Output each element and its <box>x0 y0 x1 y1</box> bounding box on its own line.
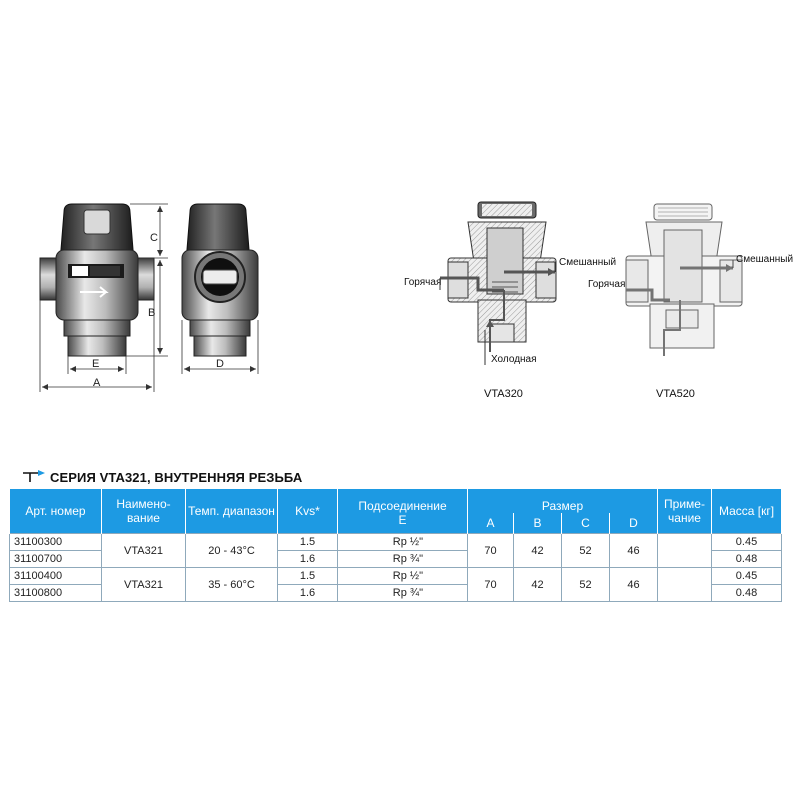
cell-connection: Rp ½" <box>338 534 468 551</box>
dim-label-d: D <box>216 358 224 370</box>
dim-label-e: E <box>92 358 100 370</box>
header-name: Наимено-вание <box>102 489 186 534</box>
cell-size-a: 70 <box>468 534 514 568</box>
vta320-cold-label: Холодная <box>491 354 537 365</box>
cell-note <box>658 568 712 602</box>
series-title: СЕРИЯ VTA321, ВНУТРЕННЯЯ РЕЗЬБА <box>50 469 303 485</box>
cell-kvs: 1.5 <box>278 534 338 551</box>
dimension-drawing <box>0 0 380 400</box>
cell-mass: 0.45 <box>712 534 782 551</box>
cell-connection: Rp ¾" <box>338 551 468 568</box>
table-row <box>10 534 782 551</box>
dim-label-b: B <box>148 307 156 319</box>
pipe-tee-icon <box>22 470 46 484</box>
header-connection: Подсоединение <box>338 489 468 513</box>
cell-temp: 35 - 60°C <box>186 568 278 602</box>
cell-connection: Rp ¾" <box>338 585 468 602</box>
dim-label-a: A <box>93 377 101 389</box>
valve-front-view <box>40 204 154 356</box>
cell-size-c: 52 <box>562 534 610 568</box>
cell-size-b: 42 <box>514 568 562 602</box>
vta520-mixed-label: Смешанный <box>736 254 794 265</box>
vta520-caption: VTA520 <box>656 388 695 400</box>
cell-mass: 0.45 <box>712 568 782 585</box>
cell-note <box>658 534 712 568</box>
header-connection-e: E <box>338 513 468 534</box>
cell-kvs: 1.5 <box>278 568 338 585</box>
header-size-b: B <box>514 513 562 534</box>
vta320-cutaway <box>440 202 556 365</box>
header-size-c: C <box>562 513 610 534</box>
cell-size-d: 46 <box>610 534 658 568</box>
cell-art: 31100800 <box>10 585 102 602</box>
header-art-number: Арт. номер <box>10 489 102 534</box>
vta520-hot-label: Горячая <box>588 279 626 290</box>
cell-art: 31100700 <box>10 551 102 568</box>
header-size: Размер <box>468 489 658 513</box>
vta320-hot-label: Горячая <box>404 277 442 288</box>
cell-kvs: 1.6 <box>278 585 338 602</box>
header-size-d: D <box>610 513 658 534</box>
spec-table <box>9 489 782 602</box>
header-note: Приме-чание <box>658 489 712 534</box>
cell-mass: 0.48 <box>712 551 782 568</box>
cell-kvs: 1.6 <box>278 551 338 568</box>
cutaway-diagrams <box>380 190 800 405</box>
cell-name: VTA321 <box>102 534 186 568</box>
header-temp-range: Темп. диапазон <box>186 489 278 534</box>
header-size-a: A <box>468 513 514 534</box>
cell-name: VTA321 <box>102 568 186 602</box>
series-heading <box>22 467 522 487</box>
cell-connection: Rp ½" <box>338 568 468 585</box>
header-mass: Масса [кг] <box>712 489 782 534</box>
valve-side-view <box>182 204 258 356</box>
cell-art: 31100300 <box>10 534 102 551</box>
cell-temp: 20 - 43°C <box>186 534 278 568</box>
dim-label-c: C <box>150 232 158 244</box>
cell-size-b: 42 <box>514 534 562 568</box>
cell-size-a: 70 <box>468 568 514 602</box>
vta520-cutaway <box>626 204 742 356</box>
table-row <box>10 568 782 585</box>
cell-mass: 0.48 <box>712 585 782 602</box>
vta320-mixed-label: Смешанный <box>559 257 617 268</box>
cell-size-c: 52 <box>562 568 610 602</box>
header-kvs: Kvs* <box>278 489 338 534</box>
cell-art: 31100400 <box>10 568 102 585</box>
cell-size-d: 46 <box>610 568 658 602</box>
vta320-caption: VTA320 <box>484 388 523 400</box>
